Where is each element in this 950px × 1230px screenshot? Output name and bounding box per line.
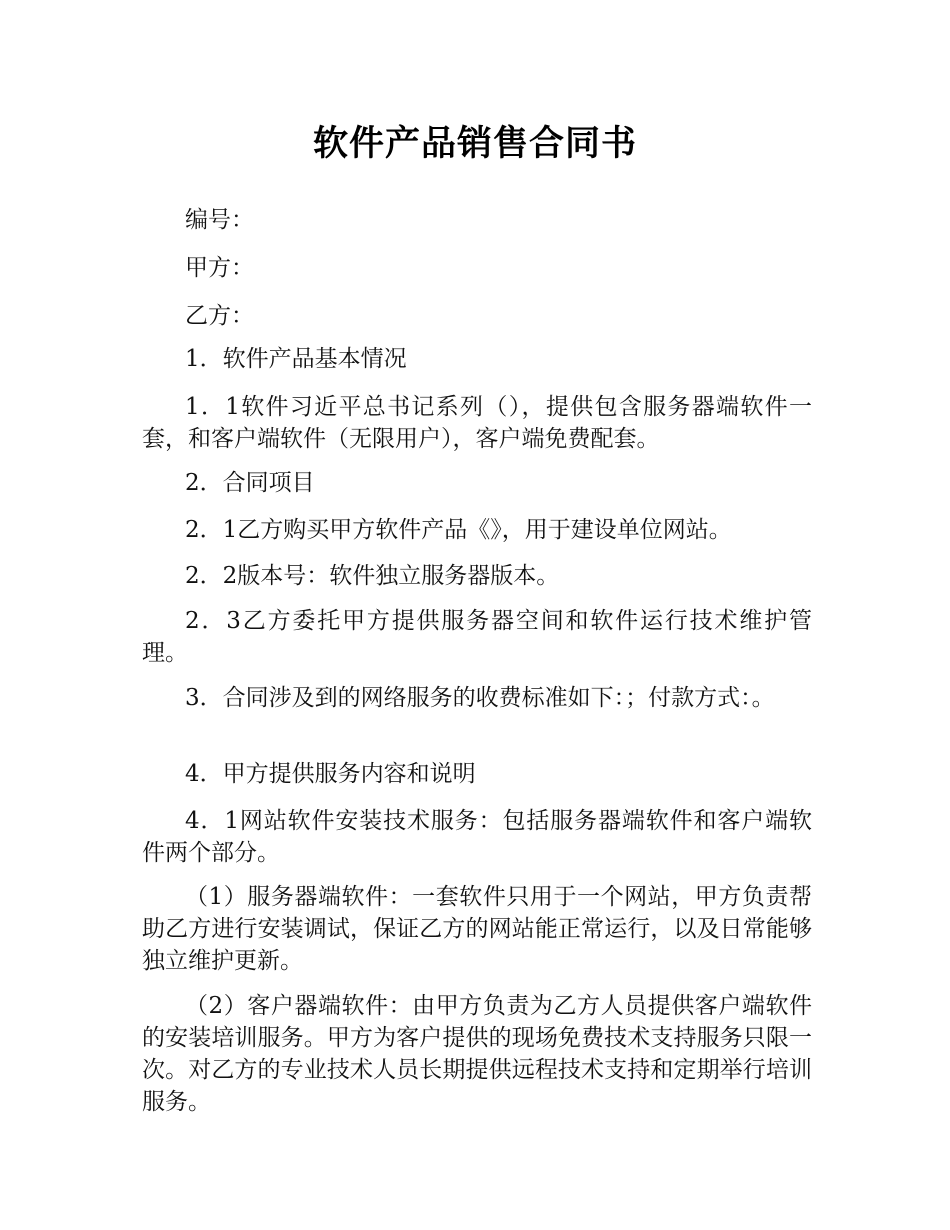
document-title: 软件产品销售合同书 xyxy=(312,124,637,164)
paragraph-4-1-item-1: （1）服务器端软件：一套软件只用于一个网站，甲方负责帮助乙方进行安装调试，保证乙方的网站能正常运行，以及日常能够独立维护更新。 xyxy=(142,884,812,974)
section-heading-3: 3．合同涉及到的网络服务的收费标准如下：；付款方式：。 xyxy=(185,685,775,711)
paragraph-2-2: 2．2版本号：软件独立服务器版本。 xyxy=(185,563,560,589)
section-heading-4: 4．甲方提供服务内容和说明 xyxy=(185,761,476,787)
paragraph-2-1: 2．1乙方购买甲方软件产品《》，用于建设单位网站。 xyxy=(185,517,732,543)
field-party-a: 甲方： xyxy=(185,255,254,281)
field-contract-number: 编号： xyxy=(185,207,254,233)
paragraph-1-1: 1．1软件习近平总书记系列（），提供包含服务器端软件一套，和客户端软件（无限用户），客户端免费配套。 xyxy=(142,394,812,452)
section-heading-1: 1．软件产品基本情况 xyxy=(185,346,407,372)
section-heading-2: 2．合同项目 xyxy=(185,470,315,496)
paragraph-4-1-item-2: （2）客户器端软件：由甲方负责为乙方人员提供客户端软件的安装培训服务。甲方为客户提供的现场免费技术支持服务只限一次。对乙方的专业技术人员长期提供远程技术支持和定期举行培训服务。 xyxy=(142,993,812,1115)
paragraph-2-3: 2．3乙方委托甲方提供服务器空间和软件运行技术维护管理。 xyxy=(142,608,812,666)
field-party-b: 乙方： xyxy=(185,303,254,329)
paragraph-4-1: 4．1网站软件安装技术服务：包括服务器端软件和客户端软件两个部分。 xyxy=(142,808,812,866)
